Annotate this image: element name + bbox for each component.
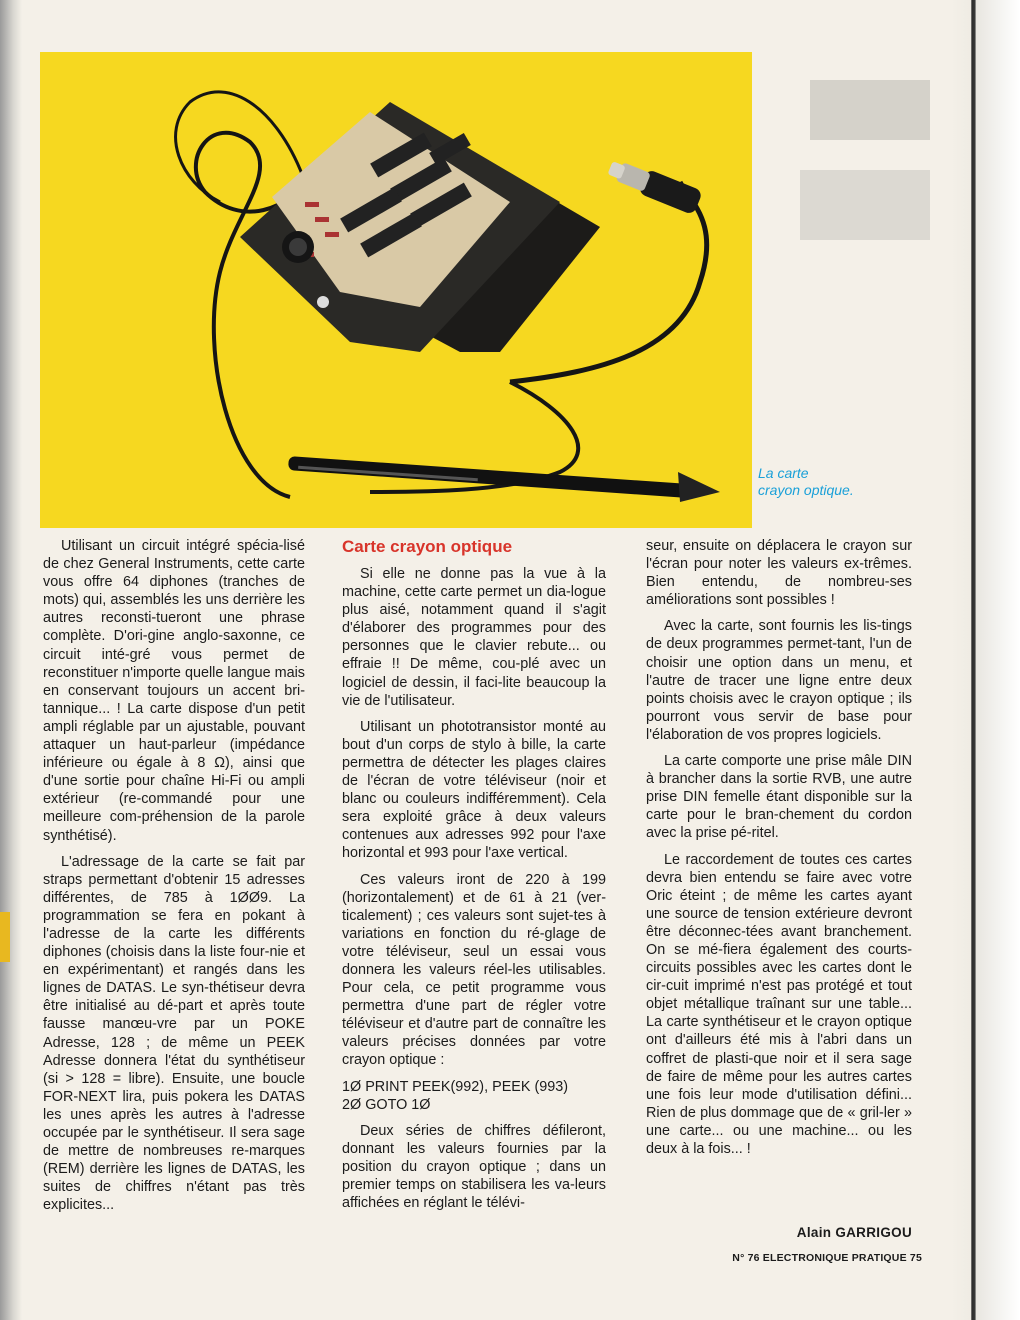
section-title: Carte crayon optique	[342, 537, 513, 556]
paragraph: Ces valeurs iront de 220 à 199 (horizontalement) et de 61 à 21 (ver-ticalement) ; ces valeurs sont sujet-tes à variations en fonction du ré-glage de votre téléviseur, seul un essai vous donnera les valeurs réel-les utilisables. Pour cela, ce petit programme vous permettra d'une part de régler votre téléviseur et d'autre part de connaître les valeurs précises données par votre crayon optique :	[342, 871, 606, 1069]
code-line: 1Ø PRINT PEEK(992), PEEK (993)	[342, 1078, 569, 1095]
adjacent-page-yellow-mark	[0, 912, 10, 962]
paragraph: Le raccordement de toutes ces cartes devra bien entendu se faire avec votre Oric éteint ; de même les cartes ayant une source de tension extérieure devront être déconnec-tées avant branchement. On se mé-fiera également des courts-circuits possibles avec les cartes dont le cir-cuit imprimé n'est pas protégé et tout objet métallique traînant sur une table... La carte synthétiseur et le crayon optique ont d'ailleurs été mis à l'abri dans un coffret de plasti-que noir et il sera sage de faire de même pour les autres cartes une fois leur mode d'utilisation défini... Rien de plus dommage que de « gril-ler » une carte... ou une machine... ou les deux à la fois... !	[646, 851, 912, 1157]
author-signature: Alain GARRIGOU	[796, 1225, 912, 1240]
paragraph: La carte comporte une prise mâle DIN à brancher dans la sortie RVB, une autre prise DIN femelle étant disponible sur la carte pour le bran-chement du cordon avec la prise pé-ritel.	[646, 753, 912, 842]
paragraph: L'adressage de la carte se fait par straps permettant d'obtenir 15 adresses différentes, de 785 à 1ØØ9. La programmation se fera en pokant à l'adresse de la carte les différents diphones (choisis dans la liste four-nie et en expérimentant) et rangés dans les lignes de DATAS. Le syn-thétiseur devra être initialisé au dé-part et après toute fausse manœu-vre par un POKE Adresse, 128 ; de même un PEEK Adresse donnera l'état du synthétiseur (si > 128 = libre). Ensuite, une boucle FOR-NEXT lira, puis pokera les DATAS les unes après les autres à l'adresse occupée par le synthétiseur. Il sera sage de mettre de nombreuses re-marques (REM) derrière les lignes de DATAS, les suites de chiffres n'étant pas très explicites...	[43, 853, 305, 1214]
article-column-1	[43, 537, 305, 1222]
caption-line-2: crayon optique.	[758, 482, 854, 498]
caption-line-1: La carte	[758, 465, 809, 481]
paragraph: seur, ensuite on déplacera le crayon sur l'écran pour noter les valeurs ex-trêmes. Bien entendu, de nombreu-ses améliorations sont possibles !	[646, 538, 912, 609]
product-photo	[40, 52, 752, 528]
photo-caption	[758, 465, 928, 499]
article-column-3	[646, 537, 912, 1166]
paragraph: Utilisant un circuit intégré spécia-lisé de chez General Instruments, cette carte vous offre 64 diphones (tranches de mots) qui, assemblés les uns derrière les autres reconsti-tueront une phrase complète. D'ori-gine anglo-saxonne, ce circuit inté-gré vous permet de reconstituer n'importe quelle langue mais en conservant toujours un accent bri-tannique... ! La carte dispose d'un petit ampli réglable par un ajustable, pouvant attaquer un haut-parleur (impédance inférieure ou égale à 8 Ω), ainsi que d'une sortie pour chaîne Hi-Fi ou ampli extérieur (re-commandé pour une meilleure com-préhension de la parole synthétisé).	[43, 538, 305, 844]
paragraph: Si elle ne donne pas la vue à la machine, cette carte permet un dia-logue plus aisé, notamment quand il s'agit d'élaborer des programmes pour des personnes que le clavier rebute... ou effraie !! De même, cou-plé avec un logiciel de dessin, il faci-lite beaucoup la vie de l'utilisateur.	[342, 566, 606, 709]
article-column-2	[342, 537, 606, 1220]
adjacent-page-bleed	[770, 60, 940, 500]
paragraph: Utilisant un phototransistor monté au bout d'un corps de stylo à bille, la carte permettra de détecter les plages claires de l'écran de votre téléviseur (noir et blanc ou couleurs indifféremment). Cela sera exploité grâce à deux valeurs contenues aux adresses 992 pour l'axe horizontal et 993 pour l'axe vertical.	[342, 718, 606, 862]
page-gutter-right	[950, 0, 1020, 1320]
paragraph: Avec la carte, sont fournis les lis-tings de deux programmes permet-tant, l'un de choisir une option dans un menu, et l'autre de tracer une ligne entre deux points choisis avec le crayon optique ; ils pourront vous servir de base pour l'élaboration de vos propres logiciels.	[646, 618, 912, 743]
paragraph: Deux séries de chiffres défileront, donnant les valeurs fournies par la position du crayon optique ; dans un premier temps on stabilisera les va-leurs affichées en réglant le télévi-	[342, 1122, 606, 1212]
optical-pen-card-illustration	[40, 52, 752, 528]
code-line: 2Ø GOTO 1Ø	[342, 1096, 431, 1113]
page-gutter-left	[0, 0, 22, 1320]
page-folio: N° 76 ELECTRONIQUE PRATIQUE 75	[732, 1252, 922, 1264]
